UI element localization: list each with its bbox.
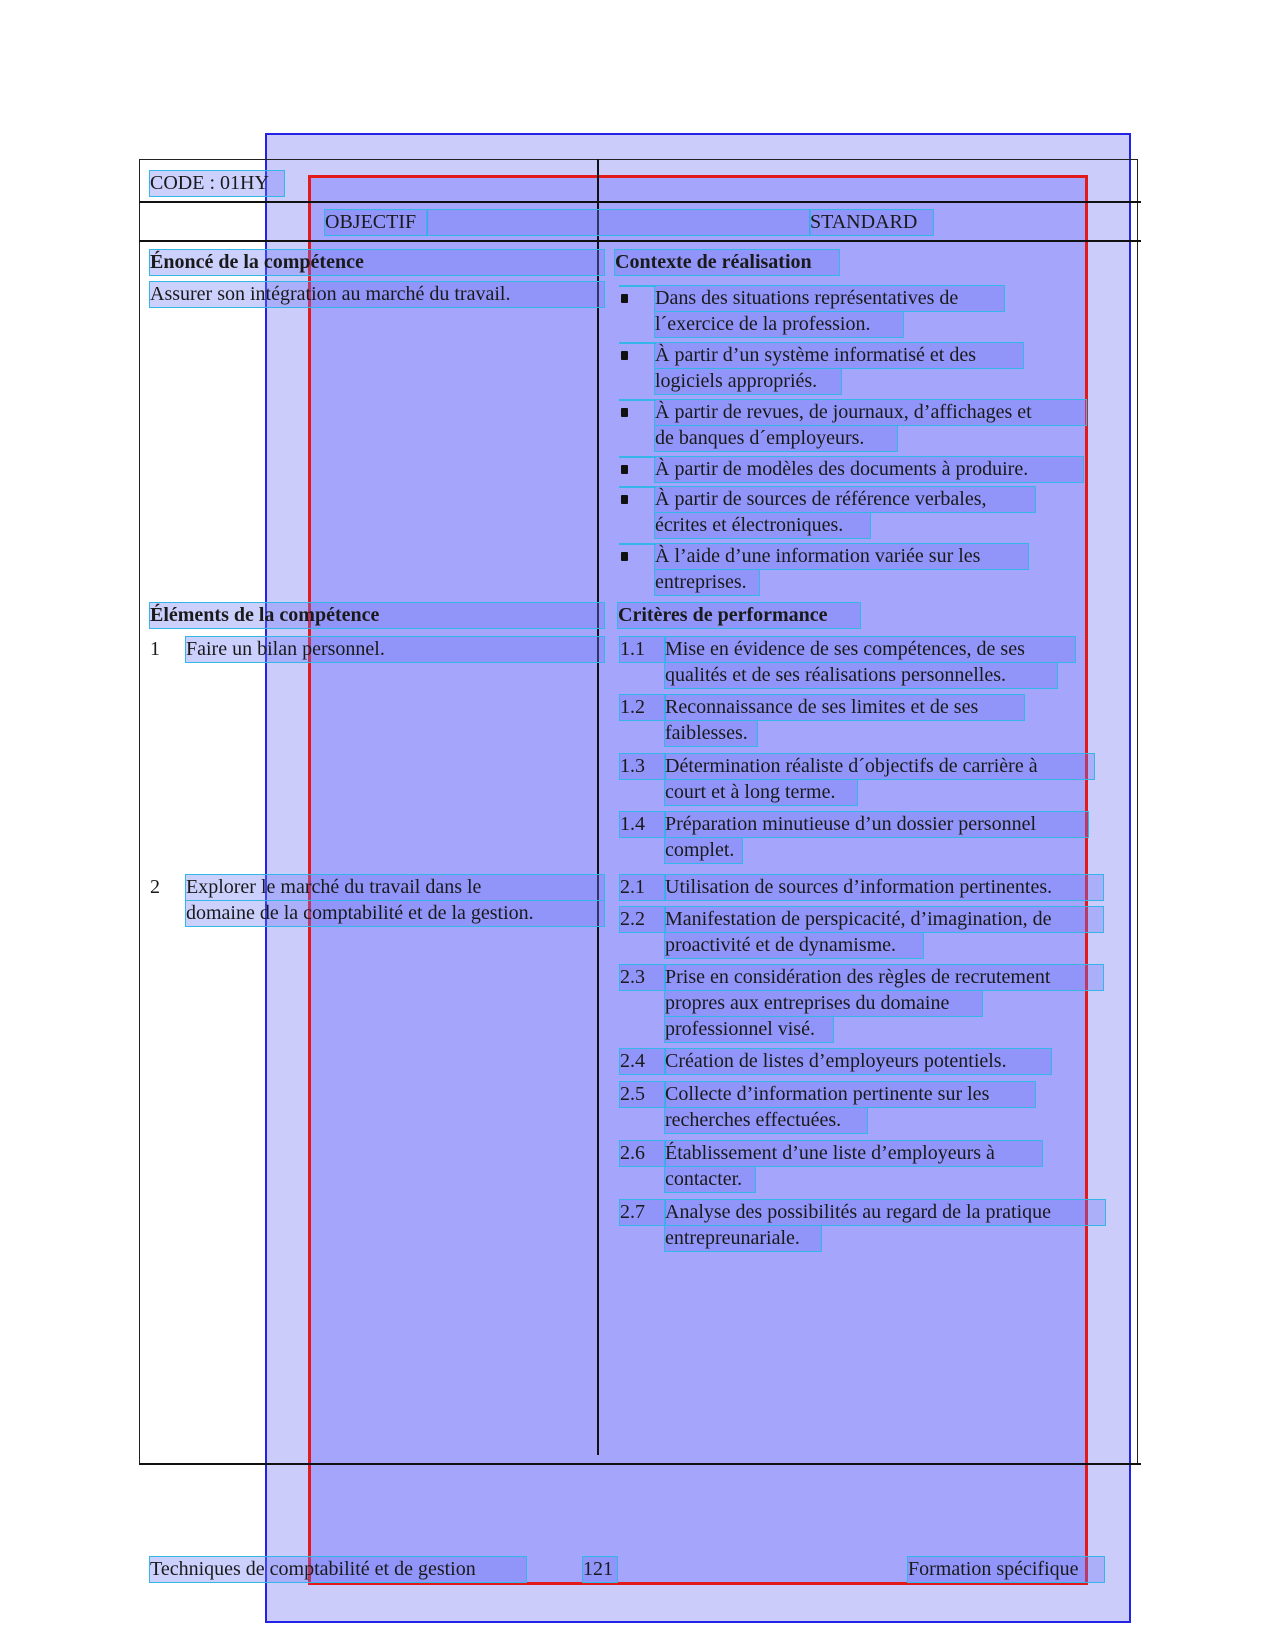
critere-number: 2.1	[620, 875, 665, 900]
footer-left: Techniques de comptabilité et de gestion	[150, 1557, 526, 1582]
critere-text-line: Création de listes d’employeurs potentiels.	[665, 1049, 1051, 1074]
critere-text-line: Manifestation de perspicacité, d’imagination, de	[665, 907, 1103, 932]
critere-number: 2.5	[620, 1082, 665, 1107]
header-band	[427, 210, 810, 235]
critere-text-line: Établissement d’une liste d’employeurs à	[665, 1141, 1042, 1166]
contexte-heading: Contexte de réalisation	[615, 250, 839, 275]
contexte-text-line: de banques d´employeurs.	[655, 426, 897, 451]
critere-text-line: Détermination réaliste d´objectifs de carrière à	[665, 754, 1094, 779]
critere-text-line: Mise en évidence de ses compétences, de ses	[665, 637, 1075, 662]
critere-number: 1.3	[620, 754, 665, 779]
critere-text-line: Reconnaissance de ses limites et de ses	[665, 695, 1024, 720]
critere-number: 1.2	[620, 695, 665, 720]
code-label: CODE : 01HY	[150, 171, 284, 196]
bullet-icon	[621, 408, 628, 417]
header-divider	[139, 201, 1141, 203]
critere-text-line: complet.	[665, 838, 742, 863]
table-frame-right	[1137, 159, 1138, 1464]
contexte-text-line: À partir de revues, de journaux, d’affichages et	[655, 400, 1086, 425]
critere-text-line: Préparation minutieuse d’un dossier personnel	[665, 812, 1088, 837]
bullet-icon	[621, 465, 628, 474]
bullet-icon	[621, 351, 628, 360]
critere-text-line: contacter.	[665, 1167, 755, 1192]
contexte-text-line: Dans des situations représentatives de	[655, 286, 1004, 311]
contexte-text-line: écrites et électroniques.	[655, 513, 870, 538]
standard-heading: STANDARD	[810, 210, 933, 235]
objectif-heading: OBJECTIF	[325, 210, 427, 235]
enonce-heading: Énoncé de la compétence	[150, 250, 604, 275]
contexte-text-line: À partir de sources de référence verbales,	[655, 487, 1035, 512]
critere-number: 2.6	[620, 1141, 665, 1166]
element-number: 1	[150, 638, 160, 660]
element-text-line: Explorer le marché du travail dans le	[186, 875, 604, 900]
element-text: Faire un bilan personnel.	[186, 637, 604, 662]
critere-text-line: entrepreunariale.	[665, 1226, 821, 1251]
criteres-heading: Critères de performance	[618, 603, 860, 628]
elements-heading: Éléments de la compétence	[150, 603, 604, 628]
subheader-divider	[139, 240, 1141, 242]
critere-number: 2.3	[620, 965, 665, 990]
table-frame-top	[139, 159, 1138, 160]
bullet-icon	[621, 495, 628, 504]
critere-text-line: Prise en considération des règles de recrutement	[665, 965, 1103, 990]
critere-text-line: Analyse des possibilités au regard de la pratique	[665, 1200, 1105, 1225]
critere-text-line: Utilisation de sources d’information pertinentes.	[665, 875, 1103, 900]
critere-text-line: propres aux entreprises du domaine	[665, 991, 982, 1016]
critere-text-line: recherches effectuées.	[665, 1108, 867, 1133]
contexte-text-line: l´exercice de la profession.	[655, 312, 903, 337]
contexte-text-line: logiciels appropriés.	[655, 369, 841, 394]
critere-text-line: Collecte d’information pertinente sur les	[665, 1082, 1035, 1107]
critere-text-line: professionnel visé.	[665, 1017, 833, 1042]
critere-number: 1.1	[620, 637, 665, 662]
critere-number: 2.4	[620, 1049, 665, 1074]
enonce-text: Assurer son intégration au marché du travail.	[150, 282, 604, 307]
critere-text-line: qualités et de ses réalisations personnelles.	[665, 663, 1057, 688]
critere-text-line: court et à long terme.	[665, 780, 857, 805]
element-number: 2	[150, 876, 160, 898]
critere-text-line: proactivité et de dynamisme.	[665, 933, 923, 958]
footer-right: Formation spécifique	[908, 1557, 1104, 1582]
critere-number: 1.4	[620, 812, 665, 837]
column-divider	[597, 159, 599, 1455]
bullet-icon	[621, 294, 628, 303]
element-text-line: domaine de la comptabilité et de la gestion.	[186, 901, 604, 926]
table-frame-left	[139, 159, 140, 1464]
table-bottom-line	[139, 1463, 1141, 1465]
critere-number: 2.2	[620, 907, 665, 932]
contexte-text-line: À l’aide d’une information variée sur les	[655, 544, 1028, 569]
bullet-icon	[621, 552, 628, 561]
contexte-text-line: entreprises.	[655, 570, 759, 595]
critere-number: 2.7	[620, 1200, 665, 1225]
critere-text-line: faiblesses.	[665, 721, 757, 746]
contexte-text-line: À partir de modèles des documents à produire.	[655, 457, 1083, 482]
contexte-text-line: À partir d’un système informatisé et des	[655, 343, 1023, 368]
footer-page-number: 121	[583, 1557, 617, 1582]
